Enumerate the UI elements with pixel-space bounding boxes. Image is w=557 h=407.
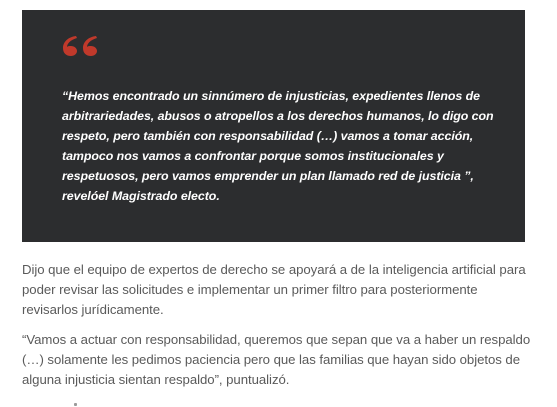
quote-icon bbox=[62, 36, 98, 64]
article-paragraph: “Vamos a actuar con responsabilidad, queremos que sepan que va a haber un respaldo (…) solamente les pedimos paciencia pero que las familias que hayan sido objetos de alguna injusticia sientan respaldo”, puntualizó. bbox=[22, 332, 531, 387]
blockquote bbox=[22, 10, 525, 242]
quote-icon-left bbox=[62, 36, 78, 56]
quote-icon-right bbox=[82, 36, 98, 56]
article-paragraph: Dijo que el equipo de expertos de derecho se apoyará a de la inteligencia artificial para poder revisar las solicitudes e implementar un primer filtro para posteriormente revisarlos jurídicamente. bbox=[22, 262, 526, 317]
blockquote-text: “Hemos encontrado un sinnúmero de injusticias, expedientes llenos de arbitrariedades, abusos o atropellos a los derechos humanos, lo digo con respeto, pero también con responsabilidad (…) vamos a tomar acción, tampoco nos vamos a confrontar porque somos institucionales y respetuosos, pero vamos emprender un plan llamado red de justicia ”, revelóel Magistrado electo. bbox=[62, 89, 494, 203]
next-paragraph-fragment bbox=[22, 400, 102, 407]
